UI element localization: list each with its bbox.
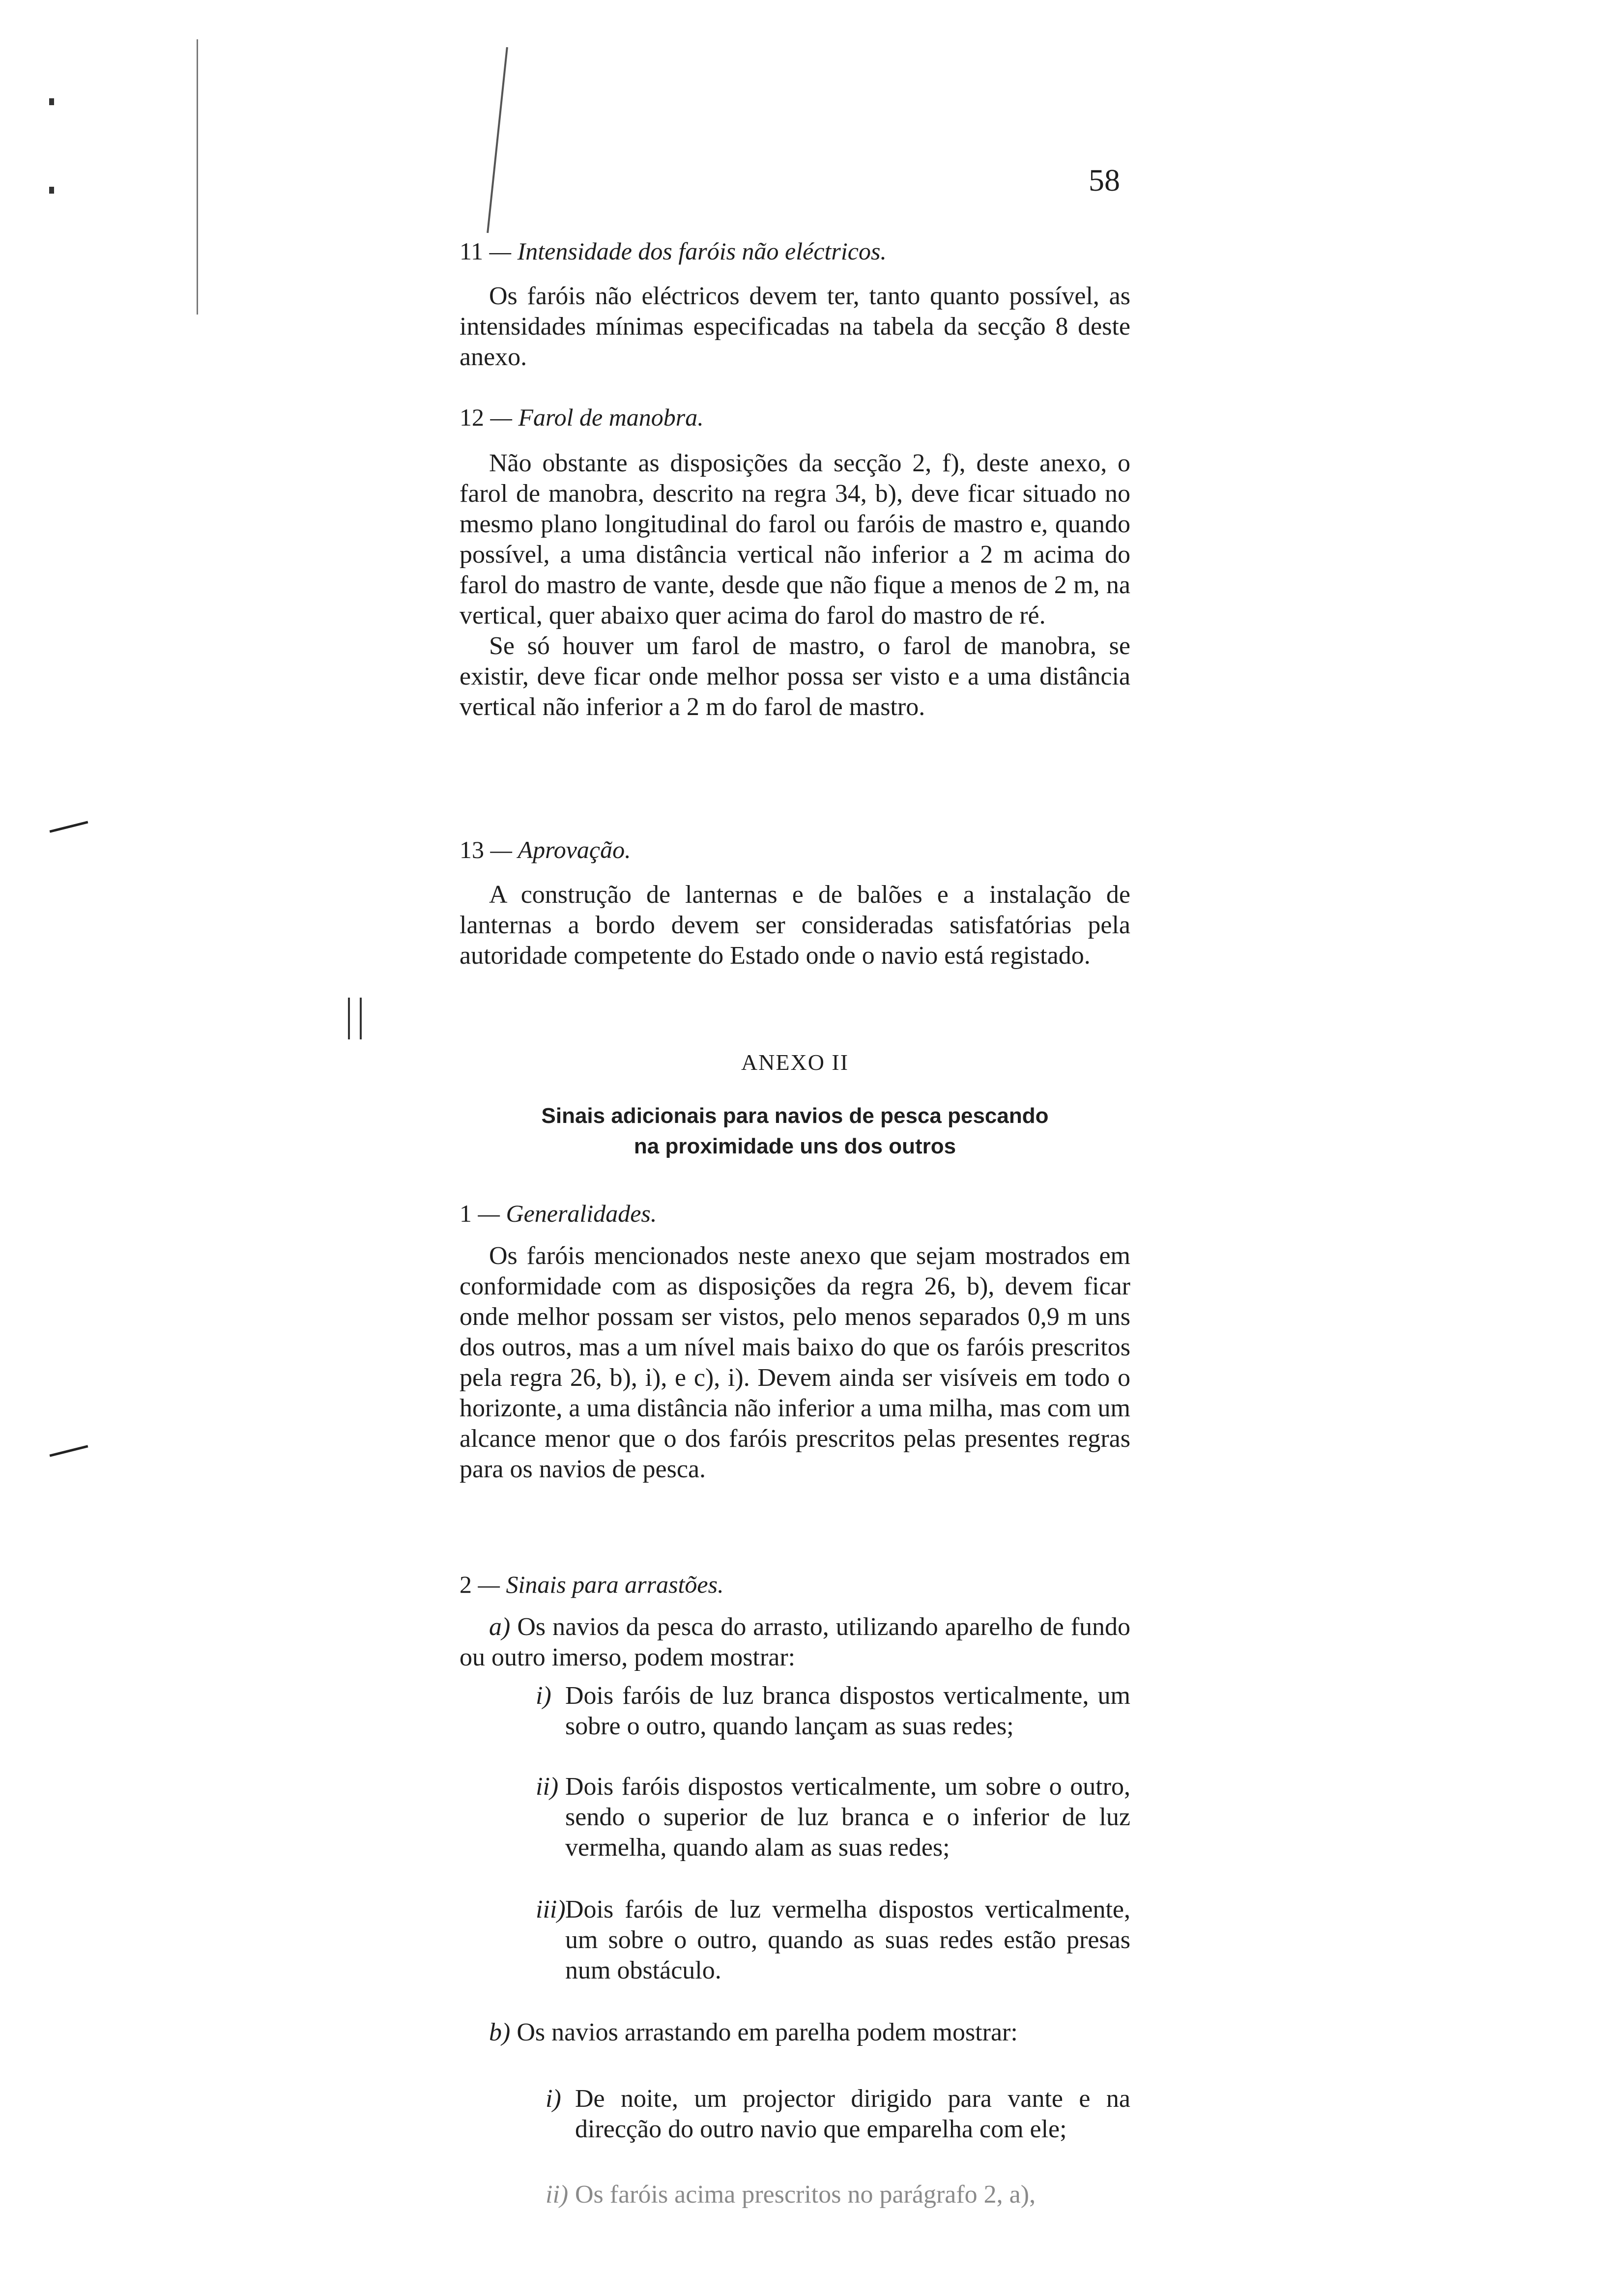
scan-mark [50, 1445, 88, 1457]
annex-subtitle-line: na proximidade uns dos outros [633, 1134, 956, 1158]
scan-mark [49, 187, 54, 194]
paragraph: Se só houver um farol de mastro, o farol de manobra, se existir, deve ficar onde melhor possa ser visto e a uma distância vertical não inferior a 2 m do farol de mastro. [460, 632, 1130, 721]
list-item [546, 2180, 1130, 2210]
item-text: Dois faróis dispostos verticalmente, um sobre o outro, sendo o superior de luz branca e o inferior de luz vermelha, quando alam as suas redes; [565, 1773, 1130, 1862]
list-item [536, 1772, 1130, 1863]
subsection-label: b) [489, 2018, 511, 2046]
scan-mark [49, 98, 54, 105]
paragraph: Os faróis mencionados neste anexo que sejam mostrados em conformidade com as disposições da regra 26, b), devem ficar onde melhor possam ser vistos, pelo menos separados 0,9 m uns dos outros, mas a um nível mais baixo do que os faróis prescritos pela regra 26, b), i), e c), i). Devem ainda ser visíveis em todo o horizonte, a uma distância não inferior a uma milha, mas com um alcance menor que o dos faróis prescritos pelas presentes regras para os navios de pesca. [460, 1242, 1130, 1483]
annex-subtitle [460, 1101, 1130, 1162]
subsection-a [460, 1612, 1130, 1673]
scan-mark [348, 998, 350, 1039]
section-text [460, 880, 1130, 971]
section-number: 1 [460, 1200, 472, 1227]
list-item [536, 1894, 1130, 1986]
item-label: iii) [536, 1895, 566, 1923]
item-text: Os faróis acima prescritos no parágrafo 2, a), [575, 2181, 1036, 2209]
section-text [460, 281, 1130, 373]
section-title: Generalidades. [506, 1200, 657, 1227]
section-heading: 13 — Aprovação. [460, 836, 631, 863]
paragraph: Não obstante as disposições da secção 2, f), deste anexo, o farol de manobra, descrito na regra 34, b), deve ficar situado no mesmo plano longitudinal do farol ou faróis de mastro e, quando possível, a uma distância vertical não inferior a 2 m acima do farol do mastro de vante, desde que não fique a menos de 2 m, na vertical, quer abaixo quer acima do farol do mastro de ré. [460, 449, 1130, 630]
annex-subtitle-line: Sinais adicionais para navios de pesca pescando [541, 1104, 1049, 1128]
item-label: ii) [536, 1773, 559, 1801]
section-heading: 11 — Intensidade dos faróis não eléctricos. [460, 237, 887, 265]
subsection-text: Os navios da pesca do arrasto, utilizando aparelho de fundo ou outro imerso, podem mostrar: [460, 1613, 1131, 1671]
item-text: Dois faróis de luz vermelha dispostos verticalmente, um sobre o outro, quando as suas redes estão presas num obstáculo. [565, 1895, 1130, 1984]
item-label: i) [546, 2085, 561, 2113]
section-heading: 12 — Farol de manobra. [460, 403, 704, 431]
scan-mark [197, 39, 198, 315]
section-title: Aprovação. [518, 836, 631, 863]
paragraph: Os faróis não eléctricos devem ter, tanto quanto possível, as intensidades mínimas especificadas na tabela da secção 8 deste anexo. [460, 282, 1130, 371]
item-text: Dois faróis de luz branca dispostos verticalmente, um sobre o outro, quando lançam as suas redes; [565, 1682, 1130, 1740]
page-number: 58 [1089, 163, 1120, 198]
annex-title: ANEXO II [741, 1050, 849, 1075]
subsection-label: a) [489, 1613, 511, 1641]
section-title: Intensidade dos faróis não eléctricos. [517, 237, 887, 265]
section-number: 13 [460, 836, 484, 863]
item-text: De noite, um projector dirigido para vante e na direcção do outro navio que emparelha com ele; [575, 2085, 1130, 2143]
list-item [546, 2084, 1130, 2145]
section-text [460, 448, 1130, 722]
item-label: ii) [546, 2181, 569, 2209]
scan-mark [50, 821, 88, 832]
section-title: Sinais para arrastões. [506, 1571, 724, 1598]
section-heading: 2 — Sinais para arrastões. [460, 1571, 724, 1598]
section-number: 2 [460, 1571, 472, 1598]
section-heading: 1 — Generalidades. [460, 1200, 657, 1227]
item-label: i) [536, 1682, 551, 1710]
section-title: Farol de manobra. [518, 403, 704, 431]
scan-mark [487, 47, 508, 233]
subsection-b [460, 2017, 1130, 2048]
paragraph: A construção de lanternas e de balões e a instalação de lanternas a bordo devem ser consideradas satisfatórias pela autoridade competente do Estado onde o navio está registado. [460, 881, 1130, 970]
scan-mark [360, 998, 362, 1039]
list-item [536, 1681, 1130, 1742]
section-number: 11 [460, 237, 484, 265]
subsection-text: Os navios arrastando em parelha podem mostrar: [517, 2018, 1018, 2046]
section-text [460, 1241, 1130, 1485]
section-number: 12 [460, 403, 484, 431]
